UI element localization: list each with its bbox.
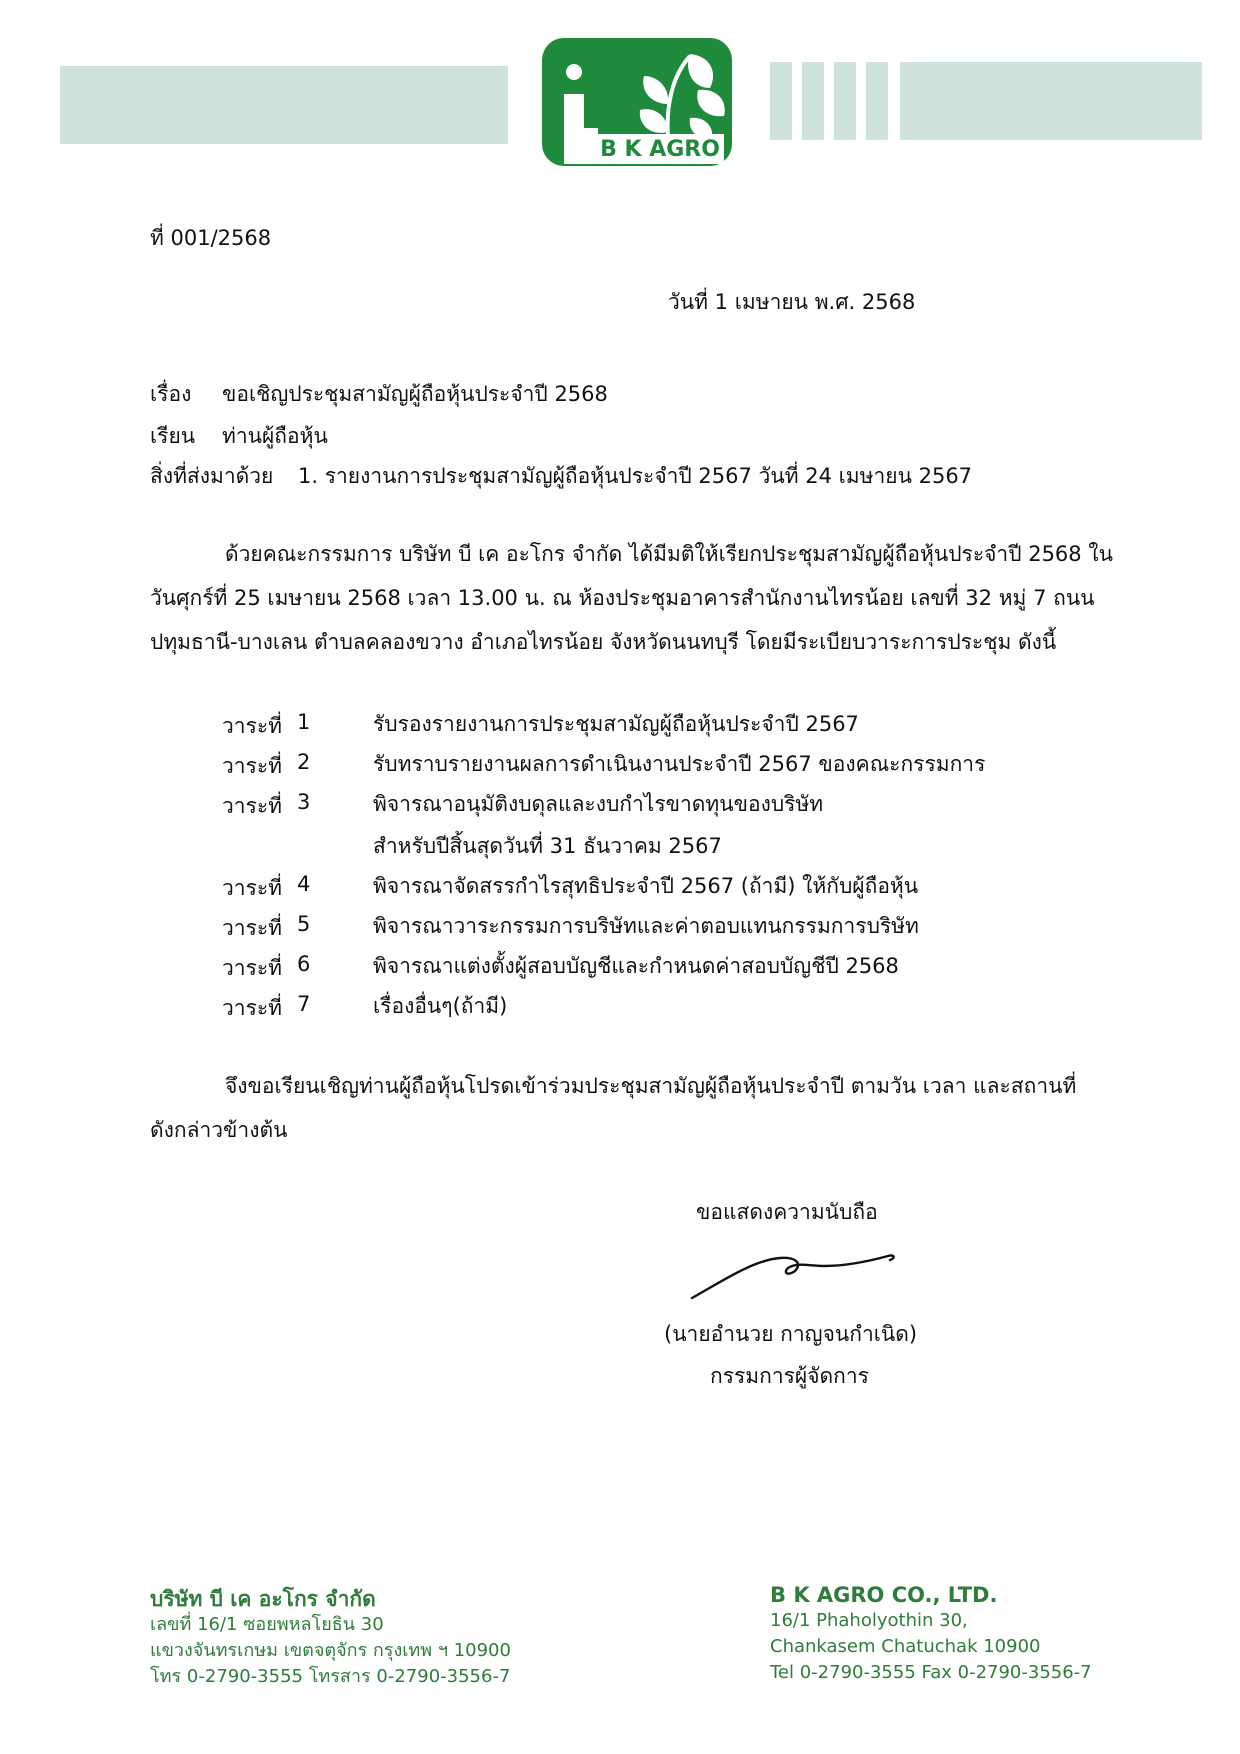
regards-text: ขอแสดงความนับถือ [696,1200,878,1224]
header-band-left [60,66,508,144]
agenda-number: 3 [297,790,311,814]
subject-text: ขอเชิญประชุมสามัญผู้ถือหุ้นประจำปี 2568 [222,382,608,406]
agenda-text: พิจารณาแต่งตั้งผู้สอบบัญชีและกำหนดค่าสอบบัญชีปี 2568 [373,954,899,978]
agenda-label: วาระที่ [222,996,282,1020]
agenda-number: 1 [297,710,311,734]
agenda-number: 7 [297,992,311,1016]
body-line [150,532,1130,576]
header-stripe-1 [770,62,792,140]
agenda-text: เรื่องอื่นๆ(ถ้ามี) [373,994,508,1018]
agenda-label: วาระที่ [222,956,282,980]
agenda-label: วาระที่ [222,876,282,900]
agenda-text: พิจารณาอนุมัติงบดุลและงบกำไรขาดทุนของบริษัท [373,792,824,816]
footer-address-en-2: Chankasem Chatuchak 10900 [770,1636,1041,1657]
to-text: ท่านผู้ถือหุ้น [222,424,328,448]
agenda-number: 4 [297,872,311,896]
closing-paragraph [150,1064,1130,1152]
signature-image [684,1236,904,1306]
closing-line [150,1064,1130,1108]
company-logo [540,36,736,168]
agenda-label: วาระที่ [222,754,282,778]
agenda-text: พิจารณาวาระกรรมการบริษัทและค่าตอบแทนกรรมการบริษัท [373,914,919,938]
footer-address-en-1: 16/1 Phaholyothin 30, [770,1610,968,1631]
body-line-text: ด้วยคณะกรรมการ บริษัท บี เค อะโกร จำกัด ได้มีมติให้เรียกประชุมสามัญผู้ถือหุ้นประจำปี 2568 ใน [225,542,1113,566]
body-line: ปทุมธานี-บางเลน ตำบลคลองขวาง อำเภอไทรน้อย จังหวัดนนทบุรี โดยมีระเบียบวาระการประชุม ดังนี้ [150,630,1057,654]
agenda-label: วาระที่ [222,916,282,940]
reference-number: ที่ 001/2568 [150,226,272,250]
agenda-number: 6 [297,952,311,976]
closing-line-text: จึงขอเรียนเชิญท่านผู้ถือหุ้นโปรดเข้าร่วมประชุมสามัญผู้ถือหุ้นประจำปี ตามวัน เวลา และสถานที่ [225,1074,1077,1098]
signer-name: (นายอำนวย กาญจนกำเนิด) [664,1322,918,1346]
closing-line: ดังกล่าวข้างต้น [150,1118,288,1142]
footer-thai [150,1586,511,1690]
agenda-number: 2 [297,750,311,774]
footer-address-th-1: เลขที่ 16/1 ซอยพหลโยธิน 30 [150,1614,384,1635]
header-stripe-4 [866,62,888,140]
footer-phone-th: โทร 0-2790-3555 โทรสาร 0-2790-3556-7 [150,1666,511,1687]
agenda-text-continued: สำหรับปีสิ้นสุดวันที่ 31 ธันวาคม 2567 [373,834,722,858]
footer-company-en: B K AGRO CO., LTD. [770,1583,998,1607]
to-label: เรียน [150,424,196,448]
agenda-number: 5 [297,912,311,936]
header-band-right [900,62,1202,140]
agenda-text: รับรองรายงานการประชุมสามัญผู้ถือหุ้นประจำปี 2567 [373,712,859,736]
footer-company-th: บริษัท บี เค อะโกร จำกัด [150,1587,376,1611]
logo-text: B K AGRO [600,137,720,162]
enclosure-text: 1. รายงานการประชุมสามัญผู้ถือหุ้นประจำปี 2567 วันที่ 24 เมษายน 2567 [298,464,973,488]
body-paragraph [150,532,1130,664]
subject-label: เรื่อง [150,382,192,406]
header-stripe-3 [834,62,856,140]
signer-title: กรรมการผู้จัดการ [710,1364,869,1388]
header-stripe-2 [802,62,824,140]
enclosure-label: สิ่งที่ส่งมาด้วย [150,464,274,488]
footer-english [770,1582,1092,1686]
footer-phone-en: Tel 0-2790-3555 Fax 0-2790-3556-7 [770,1662,1092,1683]
agenda-text: รับทราบรายงานผลการดำเนินงานประจำปี 2567 ของคณะกรรมการ [373,752,986,776]
body-line: วันศุกร์ที่ 25 เมษายน 2568 เวลา 13.00 น. ณ ห้องประชุมอาคารสำนักงานไทรน้อย เลขที่ 32 หมู่ 7 ถนน [150,586,1095,610]
agenda-label: วาระที่ [222,794,282,818]
agenda-text: พิจารณาจัดสรรกำไรสุทธิประจำปี 2567 (ถ้ามี) ให้กับผู้ถือหุ้น [373,874,919,898]
letter-date: วันที่ 1 เมษายน พ.ศ. 2568 [668,290,916,314]
footer-address-th-2: แขวงจันทรเกษม เขตจตุจักร กรุงเทพ ฯ 10900 [150,1640,511,1661]
agenda-label: วาระที่ [222,714,282,738]
